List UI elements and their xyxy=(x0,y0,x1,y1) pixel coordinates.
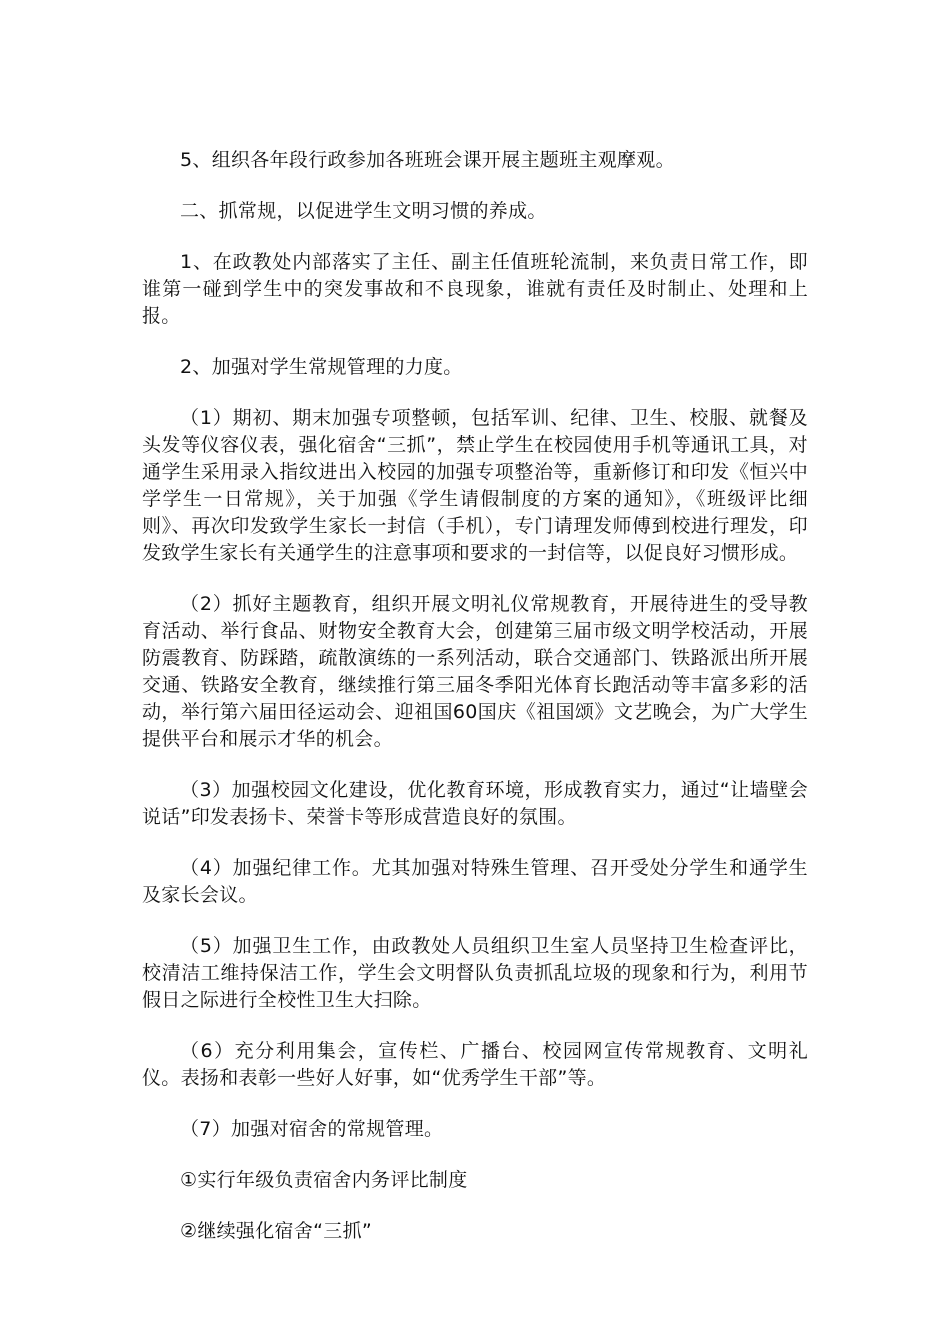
paragraph-7: （3）加强校园文化建设，优化教育环境，形成教育实力，通过“让墙壁会说话”印发表扬卡、荣誉卡等形成营造良好的氛围。 xyxy=(142,779,808,828)
paragraph-11: （7）加强对宿舍的常规管理。 xyxy=(180,1118,444,1140)
list-item-1: ①实行年级负责宿舍内务评比制度 xyxy=(180,1169,468,1191)
paragraph-6: （2）抓好主题教育，组织开展文明礼仪常规教育，开展待进生的受导教育活动、举行食品、财物安全教育大会，创建第三届市级文明学校活动，开展防震教育、防踩踏，疏散演练的一系列活动，联合交通部门、铁路派出所开展交通、铁路安全教育，继续推行第三届冬季阳光体育长跑活动等丰富多彩的活动，举行第六届田径运动会、迎祖国60国庆《祖国颂》文艺晚会，为广大学生提供平台和展示才华的机会。 xyxy=(142,593,808,750)
paragraph-8: （4）加强纪律工作。尤其加强对特殊生管理、召开受处分学生和通学生及家长会议。 xyxy=(142,857,808,906)
paragraph-1: 5、组织各年段行政参加各班班会课开展主题班主观摩观。 xyxy=(180,149,675,171)
list-item-2: ②继续强化宿舍“三抓” xyxy=(180,1220,373,1242)
paragraph-3: 1、在政教处内部落实了主任、副主任值班轮流制，来负责日常工作，即谁第一碰到学生中的突发事故和不良现象，谁就有责任及时制止、处理和上报。 xyxy=(142,251,808,327)
paragraph-4: 2、加强对学生常规管理的力度。 xyxy=(180,356,463,378)
section-heading-2: 二、抓常规，以促进学生文明习惯的养成。 xyxy=(180,200,547,222)
document-body xyxy=(142,147,808,1269)
paragraph-9: （5）加强卫生工作，由政教处人员组织卫生室人员坚持卫生检查评比，校清洁工维持保洁工作，学生会文明督队负责抓乱垃圾的现象和行为，利用节假日之际进行全校性卫生大扫除。 xyxy=(142,935,808,1011)
paragraph-10: （6）充分利用集会，宣传栏、广播台、校园网宣传常规教育、文明礼仪。表扬和表彰一些好人好事，如“优秀学生干部”等。 xyxy=(142,1040,808,1089)
paragraph-5: （1）期初、期末加强专项整顿，包括军训、纪律、卫生、校服、就餐及头发等仪容仪表，强化宿舍“三抓”，禁止学生在校园使用手机等通讯工具，对通学生采用录入指纹进出入校园的加强专项整治等，重新修订和印发《恒兴中学学生一日常规》，关于加强《学生请假制度的方案的通知》，《班级评比细则》、再次印发致学生家长一封信（手机），专门请理发师傅到校进行理发，印发致学生家长有关通学生的注意事项和要求的一封信等，以促良好习惯形成。 xyxy=(142,407,808,564)
